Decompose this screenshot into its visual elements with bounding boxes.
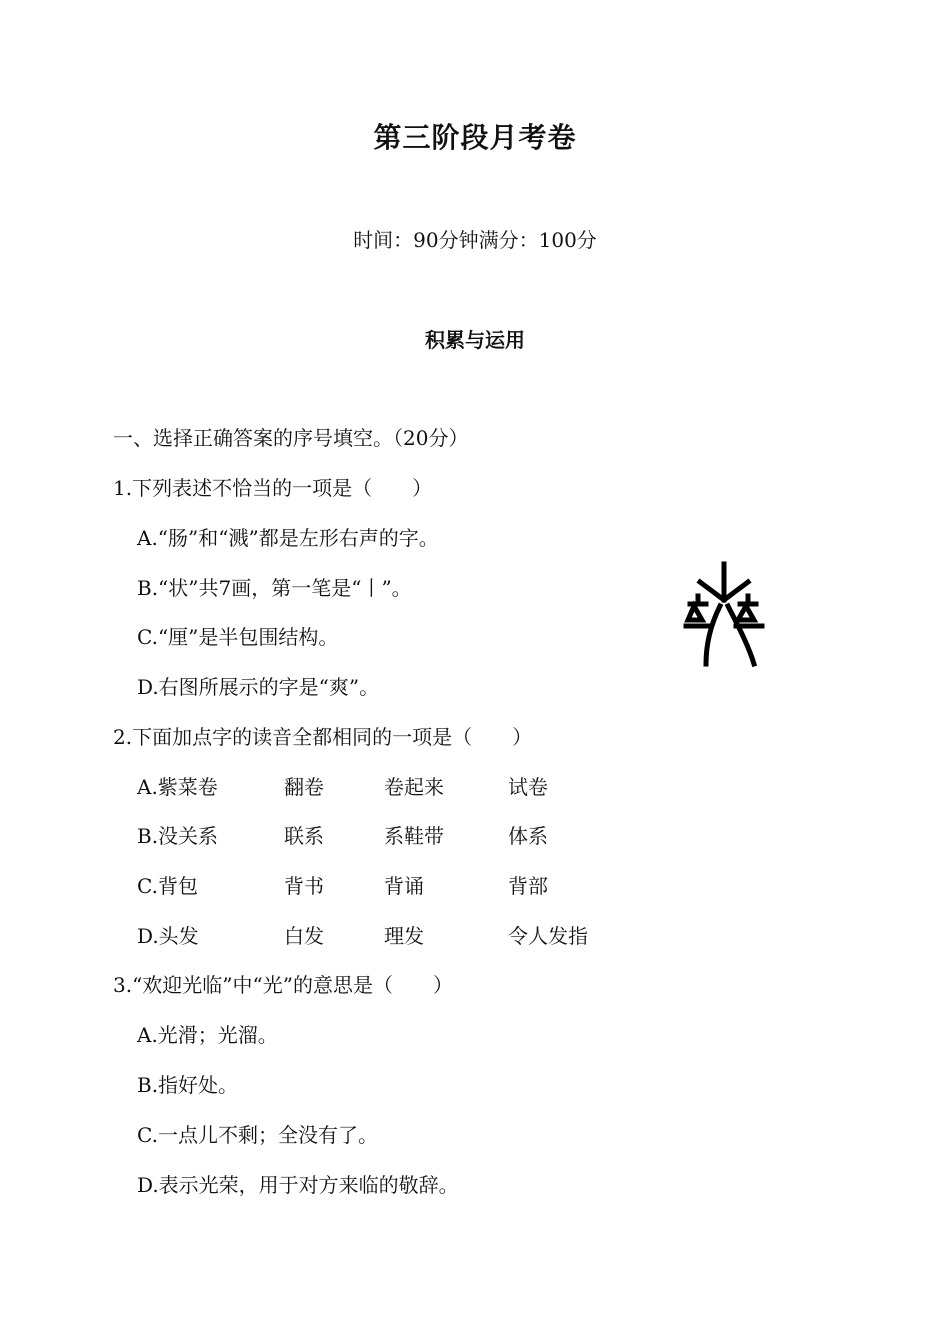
question-2-stem: 2.下面加点字的读音全都相同的一项是（ ） — [113, 725, 533, 749]
question-1-stem: 1.下列表述不恰当的一项是（ ） — [113, 476, 433, 500]
option-cell: 白发 — [284, 924, 324, 948]
exam-time-and-score: 时间：90分钟满分：100分 — [353, 228, 597, 252]
question-3-option-c: C.一点儿不剩；全没有了。 — [137, 1123, 378, 1147]
option-cell: 翻卷 — [284, 775, 324, 799]
part-title: 一、选择正确答案的序号填空。（20分） — [113, 426, 469, 450]
option-cell: 背书 — [284, 874, 324, 898]
question-1-option-a: A.“肠”和“溅”都是左形右声的字。 — [137, 526, 439, 550]
option-cell: B.没关系 — [137, 824, 219, 848]
option-cell: 背部 — [508, 874, 548, 898]
option-cell: 试卷 — [508, 775, 548, 799]
question-3-option-d: D.表示光荣，用于对方来临的敬辞。 — [137, 1173, 459, 1197]
question-3-option-a: A.光滑；光溜。 — [137, 1023, 278, 1047]
option-cell: 体系 — [508, 824, 548, 848]
page-title: 第三阶段月考卷 — [373, 121, 577, 154]
option-cell: 联系 — [284, 824, 324, 848]
question-1-option-b: B.“状”共7画，第一笔是“丨”。 — [137, 576, 412, 600]
option-cell: 令人发指 — [508, 924, 588, 948]
question-1-option-d: D.右图所展示的字是“爽”。 — [137, 675, 380, 699]
option-cell: D.头发 — [137, 924, 199, 948]
option-cell: C.背包 — [137, 874, 198, 898]
option-cell: 卷起来 — [384, 775, 444, 799]
option-cell: 理发 — [384, 924, 424, 948]
ancient-character-shuang-icon — [676, 560, 772, 672]
question-3-option-b: B.指好处。 — [137, 1073, 239, 1097]
question-1-option-c: C.“厘”是半包围结构。 — [137, 625, 339, 649]
option-cell: 背诵 — [384, 874, 424, 898]
question-3-stem: 3.“欢迎光临”中“光”的意思是（ ） — [113, 973, 453, 997]
section-heading: 积累与运用 — [425, 328, 525, 352]
option-cell: 系鞋带 — [384, 824, 444, 848]
option-cell: A.紫菜卷 — [137, 775, 218, 799]
